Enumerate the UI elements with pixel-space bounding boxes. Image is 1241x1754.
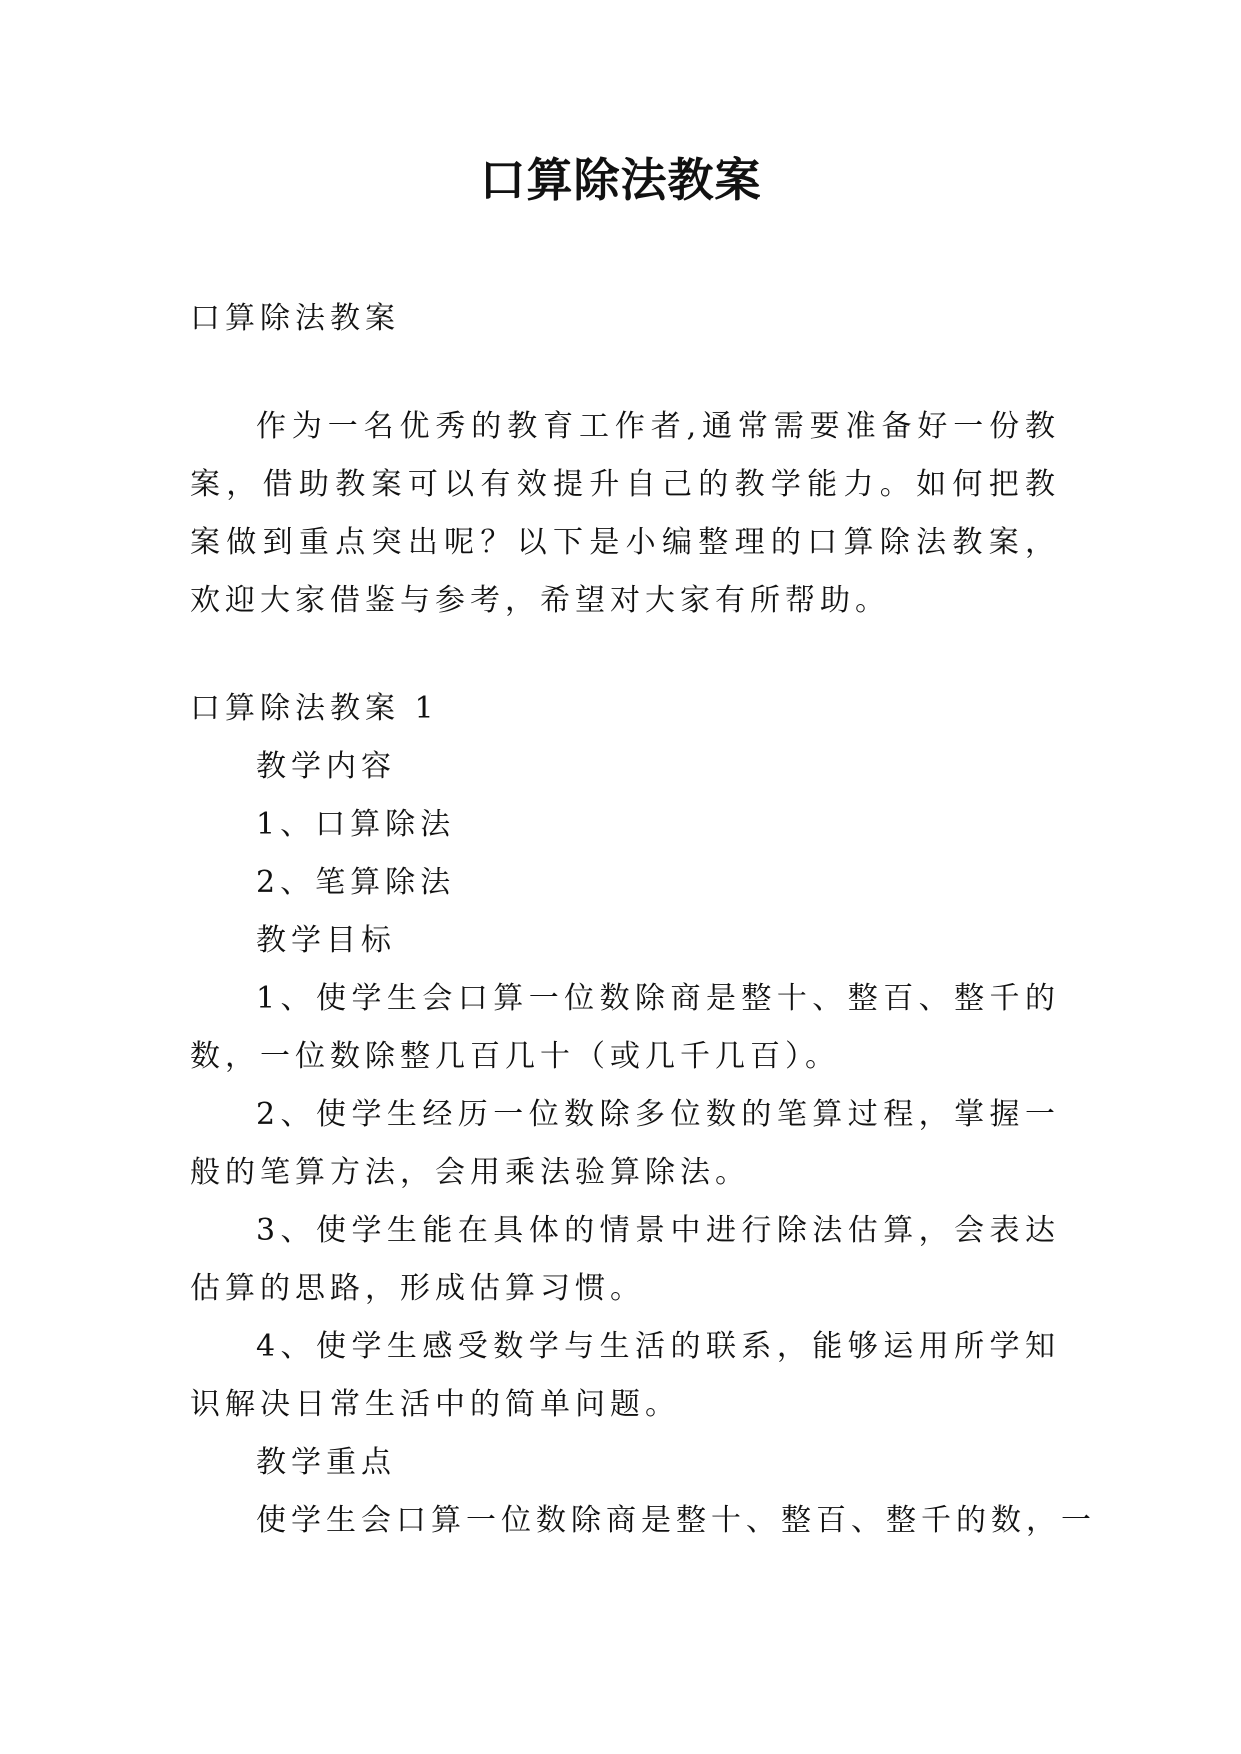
goal-item: 1、使学生会口算一位数除商是整十、整百、整千的数，一位数除整几百几十（或几千几百）。 (190, 981, 1060, 1074)
content-item: 1、口算除法 (256, 807, 456, 842)
content-item: 2、笔算除法 (256, 865, 456, 900)
key-text: 使学生会口算一位数除商是整十、整百、整千的数，一 (256, 1503, 1096, 1538)
document-title: 口算除法教案 (479, 153, 762, 207)
goal-item: 4、使学生感受数学与生活的联系，能够运用所学知识解决日常生活中的简单问题。 (190, 1329, 1060, 1422)
section-heading: 口算除法教案 1 (190, 691, 439, 726)
goal-item: 2、使学生经历一位数除多位数的笔算过程，掌握一般的笔算方法，会用乘法验算除法。 (190, 1097, 1060, 1190)
goal-item: 3、使学生能在具体的情景中进行除法估算，会表达估算的思路，形成估算习惯。 (190, 1213, 1060, 1306)
goals-heading: 教学目标 (256, 923, 396, 958)
key-heading: 教学重点 (256, 1445, 396, 1480)
content-heading: 教学内容 (256, 749, 396, 784)
document-body (190, 290, 1096, 1550)
document-subtitle: 口算除法教案 (190, 301, 400, 336)
intro-paragraph: 作为一名优秀的教育工作者,通常需要准备好一份教案，借助教案可以有效提升自己的教学能力。如何把教案做到重点突出呢？以下是小编整理的口算除法教案，欢迎大家借鉴与参考，希望对大家有所帮助。 (190, 409, 1060, 618)
